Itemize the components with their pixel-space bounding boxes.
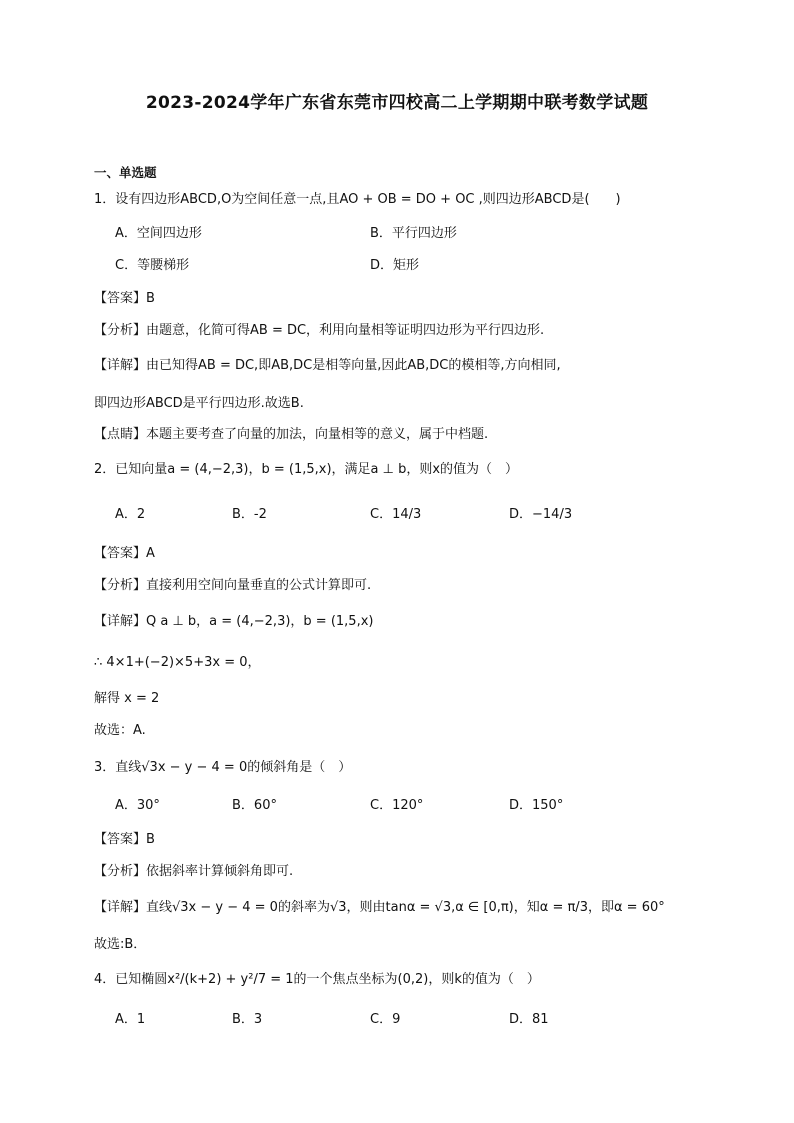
q1-detail-line-2: 即四边形ABCD是平行四边形.故选B. (94, 396, 304, 411)
q4-option-d: D．81 (509, 1012, 549, 1027)
q2-answer: 【答案】A (94, 546, 155, 561)
q4-option-c: C．9 (370, 1012, 401, 1027)
page-title: 2023-2024学年广东省东莞市四校高二上学期期中联考数学试题 (145, 93, 649, 113)
question-4-text: 4．已知椭圆x²/(k+2) + y²/7 = 1的一个焦点坐标为(0,2)，则k的值为（ ） (94, 972, 540, 987)
q3-option-a: A．30° (115, 798, 160, 813)
q1-detail-line-1: 【详解】由已知得AB = DC,即AB,DC是相等向量,因此AB,DC的模相等,方向相同, (94, 358, 561, 373)
q2-detail-line-4: 故选：A. (94, 723, 146, 738)
q1-comment: 【点睛】本题主要考查了向量的加法，向量相等的意义，属于中档题. (94, 427, 489, 442)
q2-detail-line-1: 【详解】Q a ⊥ b，a = (4,−2,3)，b = (1,5,x) (94, 614, 374, 629)
q1-answer: 【答案】B (94, 291, 155, 306)
q2-option-d: D．−14/3 (509, 507, 573, 522)
q2-option-a: A．2 (115, 507, 146, 522)
q3-detail-line-1: 【详解】直线√3x − y − 4 = 0的斜率为√3，则由tanα = √3,α ∈ [0,π)，知α = π/3，即α = 60° (94, 900, 665, 915)
q3-analysis: 【分析】依据斜率计算倾斜角即可. (94, 864, 294, 879)
q2-detail-line-3: 解得 x = 2 (94, 691, 160, 706)
q1-option-a: A．空间四边形 (115, 226, 202, 241)
section-heading: 一、单选题 (94, 165, 157, 180)
question-3-text: 3．直线√3x − y − 4 = 0的倾斜角是（ ） (94, 760, 352, 775)
q2-detail-line-2: ∴ 4×1+(−2)×5+3x = 0， (94, 655, 261, 670)
q1-option-c: C．等腰梯形 (115, 258, 190, 273)
q1-option-d: D．矩形 (370, 258, 420, 273)
q3-option-c: C．120° (370, 798, 424, 813)
q4-option-b: B．3 (232, 1012, 263, 1027)
q3-detail-line-2: 故选:B． (94, 937, 147, 952)
q2-option-c: C．14/3 (370, 507, 422, 522)
q2-analysis: 【分析】直接利用空间向量垂直的公式计算即可. (94, 578, 372, 593)
q2-option-b: B．-2 (232, 507, 267, 522)
q1-analysis: 【分析】由题意，化简可得AB = DC，利用向量相等证明四边形为平行四边形. (94, 323, 545, 338)
q3-answer: 【答案】B (94, 832, 155, 847)
question-1-text: 1．设有四边形ABCD,O为空间任意一点,且AO + OB = DO + OC ,则四边形ABCD是( ) (94, 192, 621, 207)
q4-option-a: A．1 (115, 1012, 146, 1027)
question-2-text: 2．已知向量a = (4,−2,3)，b = (1,5,x)，满足a ⊥ b，则x的值为（ ） (94, 462, 519, 477)
q3-option-b: B．60° (232, 798, 277, 813)
q3-option-d: D．150° (509, 798, 564, 813)
q1-option-b: B．平行四边形 (370, 226, 457, 241)
